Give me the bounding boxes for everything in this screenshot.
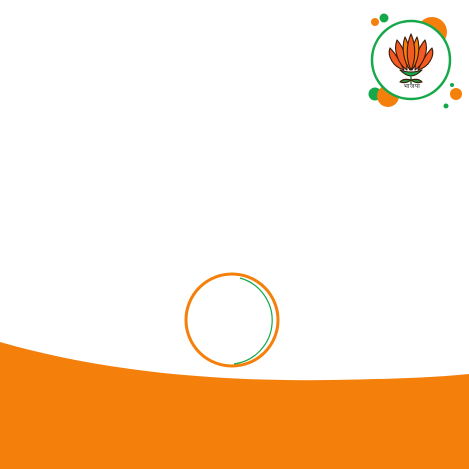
photo-ring-outer <box>186 274 278 366</box>
logo-caption: भाजपा <box>403 83 421 90</box>
photo-frame[interactable] <box>182 272 286 376</box>
deco-dot-green-right <box>444 104 449 109</box>
deco-dot-orange-small <box>371 18 379 26</box>
deco-dot-green-top <box>380 14 389 23</box>
party-logo-badge <box>360 12 464 112</box>
